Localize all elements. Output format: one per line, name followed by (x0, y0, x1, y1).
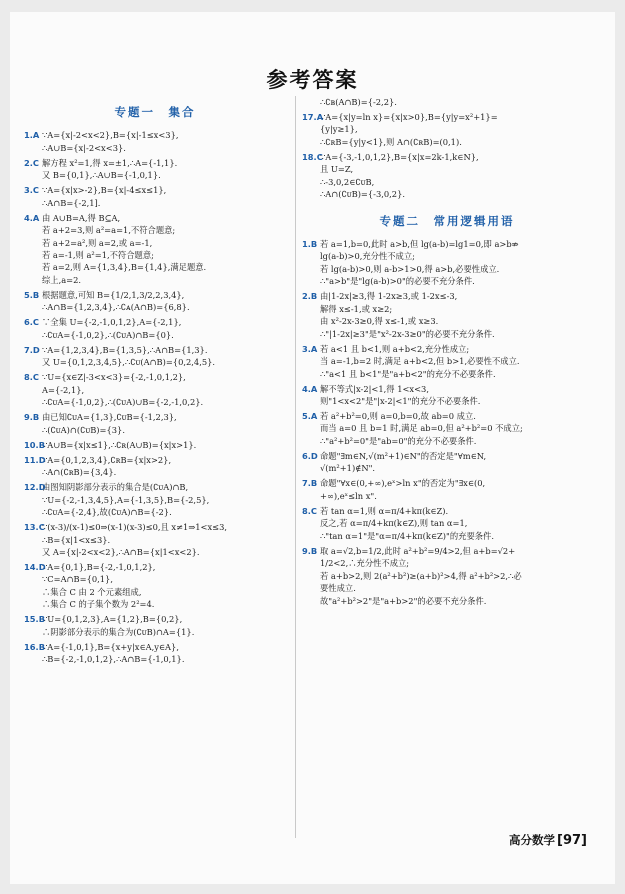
answer-text: 由 A∪B=A,得 B⊆A, (42, 212, 121, 223)
answer-text: 当 a=-1,b=2 时,满足 a+b<2,但 b>1,必要性不成立. (320, 356, 520, 367)
answer-item (302, 290, 592, 340)
answer-text: ∵A={0,1},B={-2,-1,0,1,2}, (42, 561, 156, 572)
answer-line (302, 151, 592, 163)
answer-line (302, 435, 592, 447)
answer-line (302, 188, 592, 200)
answer-line (302, 275, 592, 287)
answer-line (302, 136, 592, 148)
question-label: 17.A (302, 112, 324, 123)
answer-line (24, 384, 286, 396)
answer-text: +∞),eˣ≤ln x". (320, 490, 377, 501)
answer-line (302, 517, 592, 529)
answer-line (302, 582, 592, 594)
footer-book-label: 高分数学 (509, 833, 556, 847)
answer-item (302, 151, 592, 201)
answer-text: ∴集合 C 的子集个数为 2²=4. (42, 599, 155, 610)
answer-line (24, 169, 286, 181)
answer-text: ∵A={-3,-1,0,1,2},B={x|x=2k-1,k∈N}, (320, 151, 479, 162)
answer-text: {y|y≥1}, (320, 124, 358, 135)
answer-item (302, 238, 592, 288)
answer-line (24, 344, 286, 356)
page-title: 参考答案 (266, 68, 359, 92)
answer-line (24, 424, 286, 436)
answer-line (24, 626, 286, 638)
answer-item (24, 521, 286, 558)
answer-text: ∴A∩B={1,2,3,4},∴∁ᴀ(A∩B)={6,8}. (42, 302, 190, 313)
answer-text: ∵(x-3)/(x-1)≤0⇒(x-1)(x-3)≤0,且 x≠1⇒1<x≤3, (42, 522, 228, 533)
question-label: 2.C (24, 157, 40, 168)
answer-item (24, 454, 286, 479)
question-label: 9.B (302, 545, 318, 556)
answer-text: ∴阴影部分表示的集合为(∁ᴜB)∩A={1}. (42, 626, 195, 637)
answer-line (302, 303, 592, 315)
answer-text: 若 a<1 且 b<1,则 a+b<2,充分性成立; (320, 343, 470, 354)
section-heading-sets: 专题一 集合 (114, 105, 196, 119)
answer-line (302, 315, 592, 327)
question-label: 5.B (24, 289, 40, 300)
answer-line (302, 422, 592, 434)
answer-text: 要性成立. (320, 583, 356, 594)
answer-line (24, 371, 286, 383)
answer-line (302, 410, 592, 422)
answer-line (302, 96, 592, 108)
answer-line (302, 545, 592, 557)
answer-item (24, 439, 286, 451)
answer-item (24, 613, 286, 638)
answer-line (24, 249, 286, 261)
left-column (24, 104, 286, 668)
answer-text: 反之,若 α=π/4+kπ(k∈Z),则 tan α=1, (320, 518, 468, 529)
answer-list-sets (24, 129, 286, 665)
question-label: 5.A (302, 411, 318, 421)
answer-text: 则"1<x<2"是"|x-2|<1"的充分不必要条件. (320, 395, 481, 406)
question-label: 6.C (24, 317, 40, 328)
answer-line (302, 123, 592, 135)
question-label: 7.B (302, 478, 318, 489)
answer-text: ∴B={-2,-1,0,1,2},∴A∩B={-1,0,1}. (42, 654, 185, 665)
answer-item (24, 481, 286, 518)
question-label: 14.D (24, 561, 46, 572)
answer-line (24, 212, 286, 224)
answer-text: 若 lg(a-b)>0,则 a-b>1>0,得 a>b,必要性成立. (320, 263, 500, 274)
answer-text: ∵U={-2,-1,3,4,5},A={-1,3,5},B={-2,5}, (42, 494, 210, 505)
answer-line (24, 586, 286, 598)
answer-line (24, 521, 286, 533)
answer-text: 若 a=1,b=0,此时 a>b,但 lg(a-b)=lg1=0,即 a>b⇏ (320, 238, 519, 249)
answer-text: 命题"∀x∈(0,+∞),eˣ>ln x"的否定为"∃x∈(0, (320, 478, 486, 489)
column-divider (295, 96, 296, 838)
answer-line (24, 481, 286, 493)
question-label: 13.C (24, 522, 45, 533)
answer-item (302, 383, 592, 408)
question-label: 7.D (24, 344, 40, 355)
question-label: 16.B (24, 641, 46, 652)
answer-text: ∴A∩B={-2,1]. (42, 197, 101, 208)
answer-line (24, 142, 286, 154)
answer-text: ∴B={x|1<x≤3}. (42, 534, 111, 545)
answer-line (302, 250, 592, 262)
answer-item (24, 184, 286, 209)
answer-item (24, 212, 286, 287)
answer-line (24, 237, 286, 249)
answer-text: ∴∁ʀB={y|y<1},则 A∩(∁ʀB)=(0,1). (320, 136, 462, 147)
answer-item (24, 316, 286, 341)
question-label: 15.B (24, 614, 46, 625)
answer-line (24, 561, 286, 573)
question-label: 3.C (24, 185, 40, 196)
question-label: 1.B (302, 238, 318, 249)
answer-text: ∴"a<1 且 b<1"是"a+b<2"的充分不必要条件. (320, 368, 496, 379)
answer-text: ∴(∁ᴜA)∩(∁ᴜB)={3}. (42, 424, 125, 435)
answer-item (24, 157, 286, 182)
answer-item (302, 505, 592, 542)
answer-text: ∵A={0,1,2,3,4},∁ʀB={x|x>2}, (42, 454, 172, 465)
answer-item (24, 561, 286, 611)
answer-line (24, 274, 286, 286)
answer-line (24, 261, 286, 273)
answer-item (24, 371, 286, 408)
answer-text: ∵A∪B={x|x≤1},∴∁ʀ(A∪B)={x|x>1}. (42, 439, 197, 450)
answer-line (302, 290, 592, 302)
answer-text: ∴集合 C 由 2 个元素组成, (42, 586, 142, 597)
answer-line (24, 641, 286, 653)
answer-text: ∴"|1-2x|≥3"是"x²-2x-3≥0"的必要不充分条件. (320, 328, 495, 339)
answer-text: ∵全集 U={-2,-1,0,1,2},A={-2,1}, (42, 317, 182, 328)
answer-line (302, 490, 592, 502)
answer-line (24, 197, 286, 209)
answer-text: ∵A={x|-2<x<2},B={x|-1≤x<3}, (42, 130, 179, 141)
answer-text: 若 a+2=a²,则 a=2,或 a=-1, (42, 237, 153, 248)
answer-text: ∴∁ᴜA={-1,0,2},∴(∁ᴜA)∪B={-2,-1,0,2}. (42, 397, 204, 408)
question-label: 6.D (302, 450, 318, 461)
answer-text: lg(a-b)>0,充分性不成立; (320, 251, 415, 262)
answer-item (302, 343, 592, 380)
answer-line (24, 316, 286, 328)
answer-line (24, 157, 286, 169)
answer-text: ∴∁ᴜA={-2,4},故(∁ᴜA)∩B={-2}. (42, 507, 172, 518)
answer-text: √(m²+1)∉N". (320, 463, 376, 474)
answer-line (24, 598, 286, 610)
answer-text: 解方程 x²=1,得 x=±1,∴A={-1,1}. (42, 157, 178, 168)
answer-item (302, 111, 592, 148)
question-label: 8.C (24, 372, 40, 383)
page-footer (509, 832, 587, 848)
answer-item (24, 289, 286, 314)
answer-item (302, 477, 592, 502)
answer-text: A={-2,1}, (42, 384, 85, 395)
answer-item (24, 129, 286, 154)
answer-text: 又 U={0,1,2,3,4,5},∴∁ᴜ(A∩B)={0,2,4,5}. (42, 357, 216, 368)
answer-line (24, 454, 286, 466)
answer-line (24, 301, 286, 313)
question-label: 4.A (302, 383, 318, 394)
answer-text: ∴A∩(∁ᴜB)={-3,0,2}. (320, 189, 405, 200)
answer-line (24, 224, 286, 236)
answer-line (302, 176, 592, 188)
answer-text: 且 U=Z, (320, 164, 354, 175)
answer-text: ∴∁ᴜA={-1,0,2},∴(∁ᴜA)∩B={0}. (42, 329, 174, 340)
answer-line (24, 506, 286, 518)
answer-line (302, 355, 592, 367)
answer-line (24, 411, 286, 423)
answer-text: 命题"∃m∈N,√(m²+1)∈N"的否定是"∀m∈N, (320, 450, 487, 461)
section-heading-logic: 专题二 常用逻辑用语 (379, 213, 515, 228)
answer-line (24, 466, 286, 478)
answer-text: 由已知∁ᴜA={1,3},∁ᴜB={-1,2,3}, (42, 412, 177, 423)
answer-text: ∴-3,0,2∈∁ᴜB, (320, 176, 375, 187)
answer-text: ∴"a>b"是"lg(a-b)>0"的必要不充分条件. (320, 276, 475, 287)
answer-text: 若 a²+b²=0,则 a=0,b=0,故 ab=0 成立. (320, 411, 476, 421)
answer-text: ∴"tan α=1"是"α=π/4+kπ(k∈Z)"的充要条件. (320, 530, 494, 541)
answer-line (302, 368, 592, 380)
answer-line (24, 289, 286, 301)
answer-line (302, 505, 592, 517)
answer-text: ∵A={x|y=ln x}={x|x>0},B={y|y=x²+1}= (320, 112, 498, 123)
answer-line (24, 184, 286, 196)
answer-line (24, 396, 286, 408)
answer-line (24, 653, 286, 665)
answer-line (302, 395, 592, 407)
answer-line (302, 462, 592, 474)
answer-line (24, 329, 286, 341)
answer-text: 由图知阴影部分表示的集合是(∁ᴜA)∩B, (42, 482, 189, 493)
question-label: 4.A (24, 212, 40, 223)
question-label: 18.C (302, 151, 323, 162)
answer-line (24, 613, 286, 625)
answer-text: 若 a=-1,则 a²=1,不符合题意; (42, 249, 154, 260)
answer-line (302, 477, 592, 489)
answer-text: ∵A={x|x>-2},B={x|-4≤x≤1}, (42, 185, 167, 196)
answer-line (24, 573, 286, 585)
page-number: [97] (557, 833, 587, 848)
answer-line (24, 129, 286, 141)
answer-line (24, 439, 286, 451)
answer-text: 由|1-2x|≥3,得 1-2x≥3,或 1-2x≤-3, (320, 291, 458, 302)
question-label: 2.B (302, 291, 318, 302)
answer-text: 由 x²-2x-3≥0,得 x≤-1,或 x≥3. (320, 316, 439, 327)
answer-text: ∴A∪B={x|-2<x<3}. (42, 142, 126, 153)
answer-line (24, 534, 286, 546)
answer-line (302, 450, 592, 462)
answer-line (24, 546, 286, 558)
answer-text: ∵A={1,2,3,4},B={1,3,5},∴A∩B={1,3}. (42, 344, 208, 355)
answer-line (302, 263, 592, 275)
answer-text: ∴"a²+b²=0"是"ab=0"的充分不必要条件. (320, 435, 477, 446)
answer-list-sets-continued (302, 96, 592, 201)
answer-list-logic (302, 238, 592, 607)
answer-text: ∴∁ʙ(A∩B)={-2,2}. (320, 97, 397, 107)
answer-text: 故"a²+b²>2"是"a+b>2"的必要不充分条件. (320, 595, 487, 606)
answer-text: 若 a=2,则 A={1,3,4},B={1,4},满足题意. (42, 262, 207, 273)
answer-text: ∵C=A∩B={0,1}, (42, 574, 113, 585)
question-label: 3.A (302, 343, 318, 354)
answer-line (302, 595, 592, 607)
answer-text: 又 B={0,1},∴A∪B={-1,0,1}. (42, 170, 161, 181)
question-label: 12.D (24, 482, 46, 493)
answer-line (302, 163, 592, 175)
answer-item (24, 344, 286, 369)
answer-item (24, 411, 286, 436)
question-label: 9.B (24, 412, 40, 423)
answer-text: 若 a+2=3,则 a²=a=1,不符合题意; (42, 225, 176, 236)
answer-line (302, 343, 592, 355)
answer-line (24, 356, 286, 368)
answer-line (302, 557, 592, 569)
right-column (302, 96, 592, 610)
answer-item (24, 641, 286, 666)
question-label: 8.C (302, 505, 318, 516)
answer-item (302, 410, 592, 447)
answer-text: ∵U={0,1,2,3},A={1,2},B={0,2}, (42, 614, 183, 625)
answer-text: 解得 x≤-1,或 x≥2; (320, 303, 393, 314)
answer-item (302, 450, 592, 475)
answer-item (302, 545, 592, 607)
answer-text: 解不等式|x-2|<1,得 1<x<3, (320, 383, 429, 394)
answer-text: ∵A={-1,0,1},B={x+y|x∈A,y∈A}, (42, 641, 179, 652)
answer-text: ∵U={x∈Z|-3<x<3}={-2,-1,0,1,2}, (42, 372, 186, 383)
answer-line (302, 530, 592, 542)
answer-text: ∴A∩(∁ʀB)={3,4}. (42, 467, 117, 478)
answer-line (302, 111, 592, 123)
question-label: 10.B (24, 439, 46, 450)
answer-text: 若 a+b>2,则 2(a²+b²)≥(a+b)²>4,得 a²+b²>2,∴必 (320, 570, 522, 581)
answer-text: 又 A={x|-2<x<2},∴A∩B={x|1<x<2}. (42, 546, 200, 557)
answer-text: 而当 a=0 且 b=1 时,满足 ab=0,但 a²+b²=0 不成立; (320, 423, 523, 434)
answer-line (24, 494, 286, 506)
question-label: 1.A (24, 130, 40, 141)
answer-text: 若 tan α=1,则 α=π/4+kπ(k∈Z). (320, 505, 449, 516)
answer-text: 取 a=√2,b=1/2,此时 a²+b²=9/4>2,但 a+b=√2+ (320, 545, 516, 556)
answer-text: 综上,a=2. (42, 274, 82, 285)
answer-text: 1/2<2,∴充分性不成立; (320, 558, 410, 569)
answer-line (302, 383, 592, 395)
answer-item (302, 96, 592, 108)
answer-line (302, 238, 592, 250)
question-label: 11.D (24, 454, 46, 465)
answer-line (302, 328, 592, 340)
answer-line (302, 570, 592, 582)
answer-text: 根据题意,可知 B={1/2,1,3/2,2,3,4}, (42, 289, 185, 300)
